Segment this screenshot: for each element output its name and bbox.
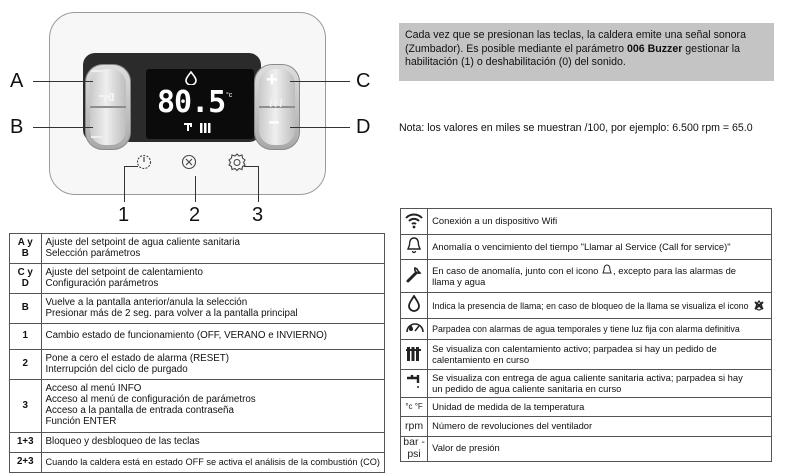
description-cell: Cuando la caldera está en estado OFF se activa el análisis de la combustión (CO) xyxy=(41,453,385,473)
icon-cell xyxy=(401,293,428,319)
leader-a xyxy=(33,81,93,82)
radiator-icon xyxy=(406,344,422,362)
table-row xyxy=(401,260,772,293)
callout-c: C xyxy=(356,70,371,92)
table-row xyxy=(401,319,772,340)
power-button-icon[interactable] xyxy=(135,153,153,171)
bell-icon-inline xyxy=(601,264,613,275)
icon-cell xyxy=(401,235,428,260)
buzzer-note-text-end: gestionar la habilitación (1) o deshabilitación (0) del sonido. xyxy=(405,42,741,68)
table-row xyxy=(10,350,385,380)
buzzer-note xyxy=(399,23,774,81)
table-row xyxy=(401,370,772,398)
icon-cell xyxy=(401,260,428,293)
table-row xyxy=(10,324,385,350)
description-cell: Número de revoluciones del ventilador xyxy=(428,417,772,437)
icons-table xyxy=(400,208,772,462)
key-cell: 2 xyxy=(10,350,42,380)
table-row xyxy=(10,294,385,324)
description-cell: Ajuste del setpoint de calentamiento Configuración parámetros xyxy=(41,264,385,294)
table-row xyxy=(10,453,385,473)
callout-1: 1 xyxy=(118,204,130,226)
icon-cell xyxy=(401,398,428,417)
table-row xyxy=(10,433,385,453)
reset-button-icon[interactable] xyxy=(180,153,198,171)
table-row xyxy=(10,380,385,433)
leader-b xyxy=(33,127,93,128)
settings-button-icon[interactable] xyxy=(227,152,247,172)
description-cell: Valor de presión xyxy=(428,437,772,462)
description-cell: En caso de anomalía, junto con el icono , excepto para las alarmas de llama y agua xyxy=(428,260,772,293)
flame-lockout-icon xyxy=(751,300,767,311)
flame-icon xyxy=(407,295,421,313)
wifi-icon xyxy=(404,211,424,229)
key-cell: 1+3 xyxy=(10,433,42,453)
heating-icon xyxy=(268,97,284,109)
icon-cell xyxy=(401,437,428,462)
tap-icon xyxy=(404,372,424,392)
icon-cell xyxy=(401,417,428,437)
leader-1-vertical xyxy=(124,166,125,202)
callout-b: B xyxy=(10,116,24,138)
description-cell: Indica la presencia de llama; en caso de bloqueo de la llama se visualiza el icono xyxy=(428,293,772,319)
c-key-plus[interactable]: + xyxy=(266,69,278,91)
icon-cell xyxy=(401,340,428,370)
buzzer-note-text: Cada vez que se presionan las teclas, la caldera emite una señal sonora (Zumbador). Es posible mediante el parámetro xyxy=(405,29,746,55)
description-cell: Unidad de medida de la temperatura xyxy=(428,398,772,417)
lcd-unit: °c xyxy=(226,92,233,99)
b-key[interactable] xyxy=(91,136,103,138)
description-cell: Se visualiza con calentamiento activo; parpadea si hay un pedido de calentamiento en curso xyxy=(428,340,772,370)
table-row xyxy=(401,398,772,417)
a-key[interactable] xyxy=(91,70,103,72)
lcd-status-icons xyxy=(183,121,219,135)
water-pressure-icon xyxy=(403,319,425,335)
tap-icon xyxy=(97,92,117,106)
leader-1-horizontal xyxy=(124,166,138,167)
table-row xyxy=(401,293,772,319)
keys-table xyxy=(9,233,385,473)
callout-2: 2 xyxy=(189,204,201,226)
table-row xyxy=(401,437,772,462)
description-cell: Pone a cero el estado de alarma (RESET) Interrupción del ciclo de purgado xyxy=(41,350,385,380)
description-cell: Conexión a un dispositivo Wifi xyxy=(428,209,772,235)
wrench-icon xyxy=(404,264,424,284)
description-cell: Anomalía o vencimiento del tiempo "Llamar al Service (Call for service)" xyxy=(428,235,772,260)
buzzer-param: 006 Buzzer xyxy=(626,42,683,55)
key-cell: 3 xyxy=(10,380,42,433)
key-cell: C y D xyxy=(10,264,42,294)
callout-d: D xyxy=(356,116,371,138)
rpm-note: Nota: los valores en miles se muestran /100, por ejemplo: 6.500 rpm = 65.0 xyxy=(399,122,753,134)
table-row xyxy=(401,209,772,235)
icon-cell xyxy=(401,209,428,235)
icon-cell xyxy=(401,370,428,398)
description-cell: Parpadea con alarmas de agua temporales y tiene luz fija con alarma definitiva xyxy=(428,319,772,340)
callout-3: 3 xyxy=(252,204,264,226)
table-row xyxy=(401,417,772,437)
description-cell: Ajuste del setpoint de agua caliente sanitaria Selección parámetros xyxy=(41,234,385,264)
key-cell: A y B xyxy=(10,234,42,264)
d-key-minus[interactable]: − xyxy=(268,112,280,134)
table-row xyxy=(401,340,772,370)
description-cell: Se visualiza con entrega de agua caliente sanitaria activa; parpadea si hay un pedido de agua caliente sanitaria en curso xyxy=(428,370,772,398)
lcd-flame-icon xyxy=(185,71,197,85)
description-cell: Bloqueo y desbloqueo de las teclas xyxy=(41,433,385,453)
description-cell: Acceso al menú INFO Acceso al menú de configuración de parámetros Acceso a la pantalla de entrada contraseña Función ENTER xyxy=(41,380,385,433)
leader-d xyxy=(290,127,350,128)
temp-unit-icon: °c °F xyxy=(405,401,423,411)
leader-3-horizontal xyxy=(244,166,258,167)
bell-icon xyxy=(405,236,423,254)
key-cell: 1 xyxy=(10,324,42,350)
pressure-unit-label: bar -psi xyxy=(403,436,425,460)
callout-a: A xyxy=(10,70,24,92)
table-row xyxy=(401,235,772,260)
table-row xyxy=(10,264,385,294)
description-cell: Cambio estado de funcionamiento (OFF, VERANO e INVIERNO) xyxy=(41,324,385,350)
leader-3-vertical xyxy=(258,166,259,202)
table-row xyxy=(10,234,385,264)
leader-2 xyxy=(195,176,196,202)
key-cell: B xyxy=(10,294,42,324)
leader-c xyxy=(290,81,350,82)
icon-cell xyxy=(401,319,428,340)
description-cell: Vuelve a la pantalla anterior/anula la selección Presionar más de 2 seg. para volver a la pantalla principal xyxy=(41,294,385,324)
key-cell: 2+3 xyxy=(10,453,42,473)
lcd-temperature: 80.5 xyxy=(157,85,226,120)
rpm-label: rpm xyxy=(405,419,424,432)
